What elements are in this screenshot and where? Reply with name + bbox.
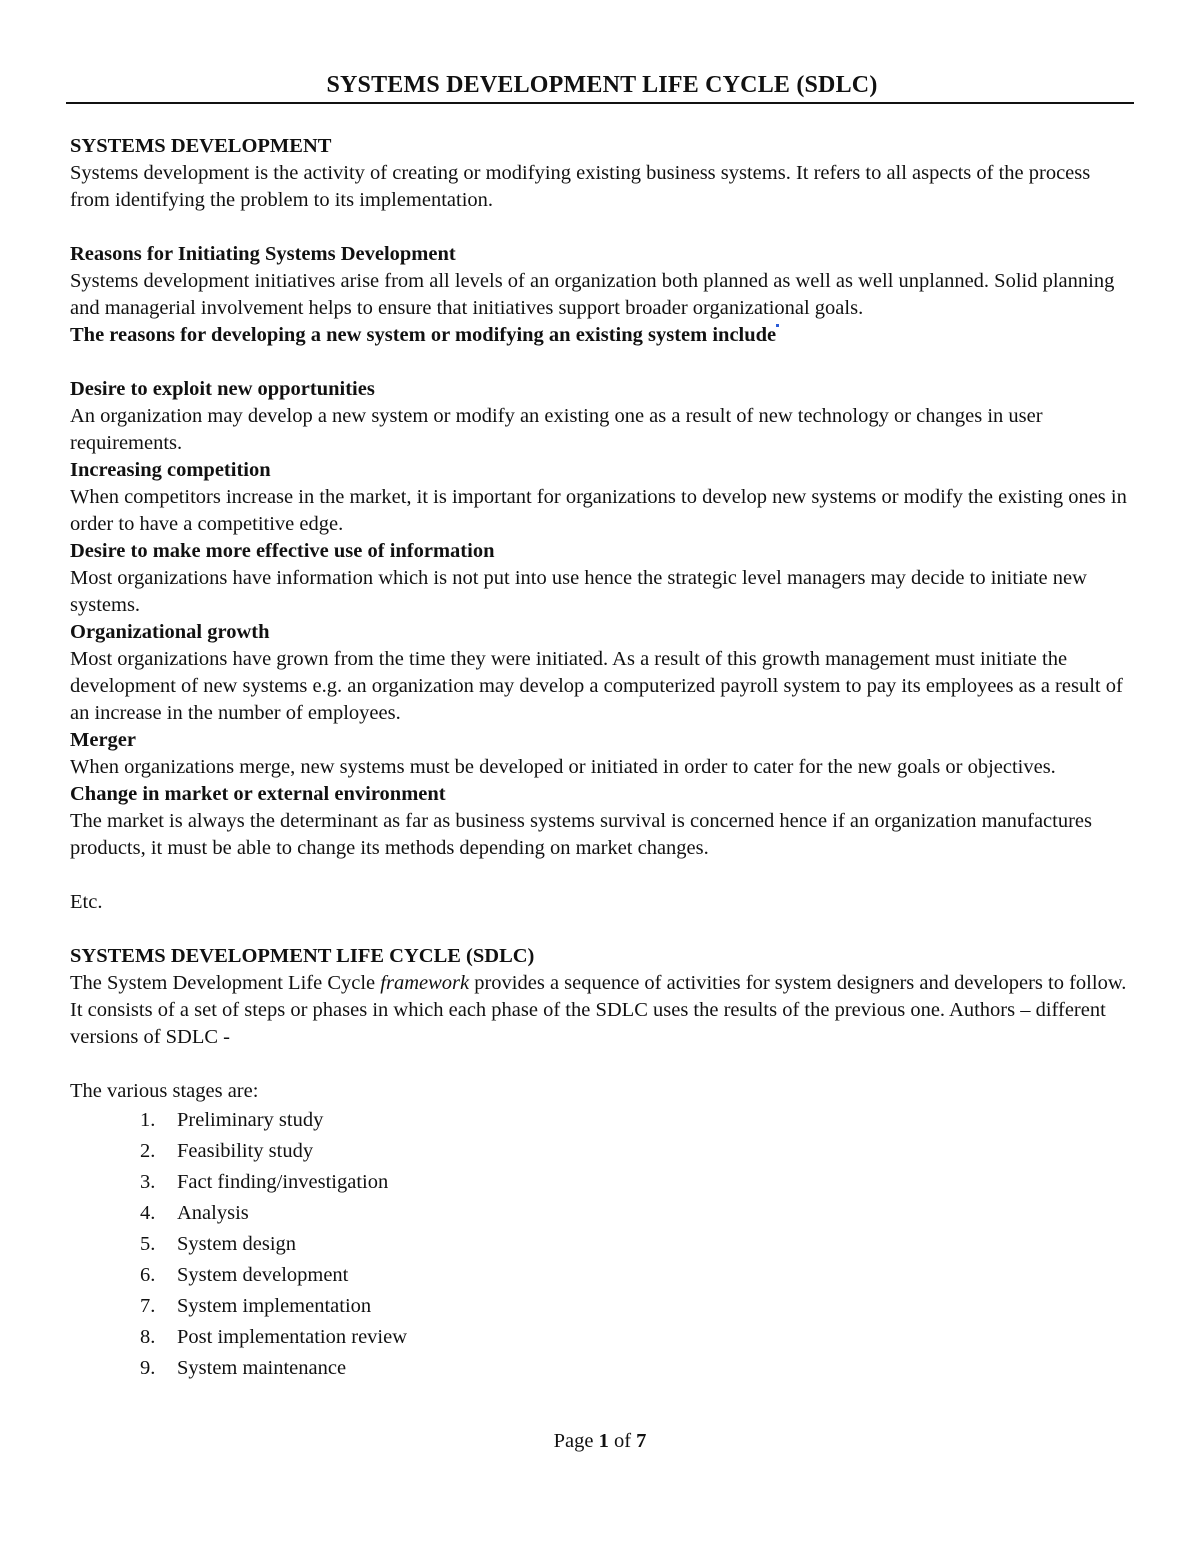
stage-label: System implementation — [177, 1295, 372, 1317]
stage-label: System maintenance — [177, 1357, 347, 1379]
stage-label: Post implementation review — [177, 1326, 408, 1348]
reason-text: Most organizations have information which is not put into use hence the strategic level managers may decide to initiate new systems. — [70, 567, 1087, 616]
list-number: 1. — [140, 1109, 156, 1131]
of-word: of — [613, 1430, 632, 1452]
list-number: 2. — [140, 1140, 156, 1162]
document-page — [70, 70, 1134, 1379]
sdlc-paragraph — [70, 970, 1134, 1051]
spacer — [70, 862, 1134, 889]
list-item — [70, 1353, 1134, 1384]
list-item — [70, 1198, 1134, 1229]
section-paragraph: Systems development initiatives arise from all levels of an organization both planned as well as well unplanned. Solid planning and managerial involvement helps to ensure that initiatives support broader organizational goals. — [70, 270, 1115, 319]
section-heading-systems-development: SYSTEMS DEVELOPMENT — [70, 135, 332, 157]
section-heading-sdlc: SYSTEMS DEVELOPMENT LIFE CYCLE (SDLC) — [70, 945, 535, 967]
spacer — [70, 214, 1134, 241]
list-item — [70, 1229, 1134, 1260]
comment-marker-icon — [776, 324, 779, 327]
list-number: 6. — [140, 1264, 156, 1286]
reasons-lead-in — [70, 322, 1134, 349]
page-title: SYSTEMS DEVELOPMENT LIFE CYCLE (SDLC) — [326, 72, 878, 98]
stage-label: System design — [177, 1233, 297, 1255]
sdlc-text-emphasis: framework — [380, 972, 470, 994]
stage-label: Preliminary study — [177, 1109, 324, 1131]
total-pages-number: 7 — [636, 1430, 647, 1452]
stage-label: Fact finding/investigation — [177, 1171, 389, 1193]
stage-label: Feasibility study — [177, 1140, 314, 1162]
current-page-number: 1 — [598, 1430, 609, 1452]
reason-heading: Change in market or external environment — [70, 783, 446, 805]
sdlc-text-start: The System Development Life Cycle — [70, 972, 381, 994]
stages-list — [70, 1105, 1134, 1384]
list-number: 5. — [140, 1233, 156, 1255]
section-heading-reasons: Reasons for Initiating Systems Development — [70, 243, 456, 265]
page-word: Page — [553, 1430, 594, 1452]
spacer — [70, 349, 1134, 376]
list-item — [70, 1136, 1134, 1167]
etc-text: Etc. — [70, 891, 103, 913]
reason-heading: Merger — [70, 729, 136, 751]
reason-text: Most organizations have grown from the time they were initiated. As a result of this growth management must initiate the development of new systems e.g. an organization may develop a computerized payroll system to pay its employees as a result of an increase in the number of employees. — [70, 648, 1123, 724]
page-footer — [0, 1428, 1200, 1455]
reason-text: When competitors increase in the market, it is important for organizations to develop new systems or modify the existing ones in order to have a competitive edge. — [70, 486, 1127, 535]
list-item — [70, 1260, 1134, 1291]
spacer — [70, 916, 1134, 943]
stage-label: Analysis — [177, 1202, 249, 1224]
list-item — [70, 1105, 1134, 1136]
list-number: 3. — [140, 1171, 156, 1193]
list-item — [70, 1291, 1134, 1322]
sdlc-text-end: provides a sequence of activities for system designers and developers to follow. It consists of a set of steps or phases in which each phase of the SDLC uses the results of the previous one. Authors – different versions of SDLC - — [70, 972, 1127, 1048]
list-number: 9. — [140, 1357, 156, 1379]
stages-intro: The various stages are: — [70, 1080, 259, 1102]
list-number: 7. — [140, 1295, 156, 1317]
document-body — [70, 133, 1134, 1384]
reason-text: The market is always the determinant as far as business systems survival is concerned hence if an organization manufactures products, it must be able to change its methods depending on market changes. — [70, 810, 1093, 859]
reasons-lead-text: The reasons for developing a new system or modifying an existing system include — [70, 324, 777, 346]
title-underline — [66, 102, 1134, 104]
reason-heading: Desire to exploit new opportunities — [70, 378, 375, 400]
spacer — [70, 1051, 1134, 1078]
list-number: 4. — [140, 1202, 156, 1224]
reasons-list — [70, 376, 1134, 862]
reason-text: When organizations merge, new systems must be developed or initiated in order to cater for the new goals or objectives. — [70, 756, 1056, 778]
list-item — [70, 1322, 1134, 1353]
reason-heading: Increasing competition — [70, 459, 271, 481]
list-item — [70, 1167, 1134, 1198]
reason-heading: Organizational growth — [70, 621, 270, 643]
section-paragraph: Systems development is the activity of creating or modifying existing business systems. It refers to all aspects of the process from identifying the problem to its implementation. — [70, 162, 1091, 211]
reason-text: An organization may develop a new system or modify an existing one as a result of new technology or changes in user requirements. — [70, 405, 1043, 454]
reason-heading: Desire to make more effective use of information — [70, 540, 495, 562]
list-number: 8. — [140, 1326, 156, 1348]
stage-label: System development — [177, 1264, 349, 1286]
